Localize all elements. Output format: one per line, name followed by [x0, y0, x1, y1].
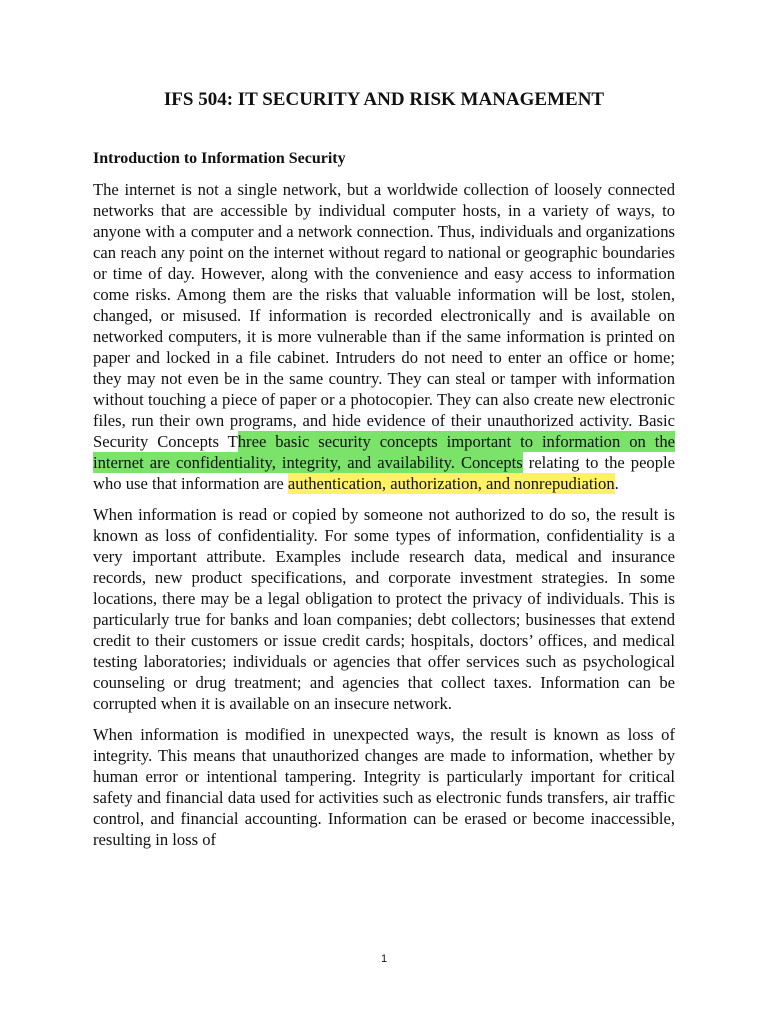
paragraph-1-middle: relating to the people who use that information are	[93, 453, 675, 493]
paragraph-1-text: The internet is not a single network, but a worldwide collection of loosely connected networks that are accessible by individual computer hosts, in a variety of ways, to anyone with a computer and a network connection. Thus, individuals and organizations can reach any point on the internet without regard to national or geographic boundaries or time of day. However, along with the convenience and easy access to information come risks. Among them are the risks that valuable information will be lost, stolen, changed, or misused. If information is recorded electronically and is available on networked computers, it is more vulnerable than if the same information is printed on paper and locked in a file cabinet. Intruders do not need to enter an office or home; they may not even be in the same country. They can steal or tamper with information without touching a piece of paper or a photocopier. They can also create new electronic files, run their own programs, and hide evidence of their unauthorized activity. Basic Security Concepts T	[93, 180, 675, 451]
paragraph-1-end: .	[614, 474, 619, 493]
section-heading: Introduction to Information Security	[93, 150, 346, 167]
document-body	[93, 179, 675, 860]
paragraph-2: When information is read or copied by someone not authorized to do so, the result is known as loss of confidentiality. For some types of information, confidentiality is a very important attribute. Examples include research data, medical and insurance records, new product specifications, and corporate investment strategies. In some locations, there may be a legal obligation to protect the privacy of individuals. This is particularly true for banks and loan companies; debt collectors; businesses that extend credit to their customers or issue credit cards; hospitals, doctors’ offices, and medical testing laboratories; individuals or agencies that offer services such as psychological counseling or drug treatment; and agencies that collect taxes. Information can be corrupted when it is available on an insecure network.	[93, 505, 675, 713]
green-highlight: hree basic security concepts important to information on the internet are confidentiality, integrity, and availability. Concepts	[93, 432, 675, 472]
page-number: 1	[380, 953, 388, 965]
paragraph-3: When information is modified in unexpected ways, the result is known as loss of integrity. This means that unauthorized changes are made to information, whether by human error or intentional tampering. Integrity is particularly important for critical safety and financial data used for activities such as electronic funds transfers, air traffic control, and financial accounting. Information can be erased or become inaccessible, resulting in loss of	[93, 725, 675, 849]
paragraph-1	[93, 179, 675, 494]
document-title: IFS 504: IT SECURITY AND RISK MANAGEMENT	[163, 89, 605, 110]
yellow-highlight: authentication, authorization, and nonrepudiation	[287, 474, 615, 493]
